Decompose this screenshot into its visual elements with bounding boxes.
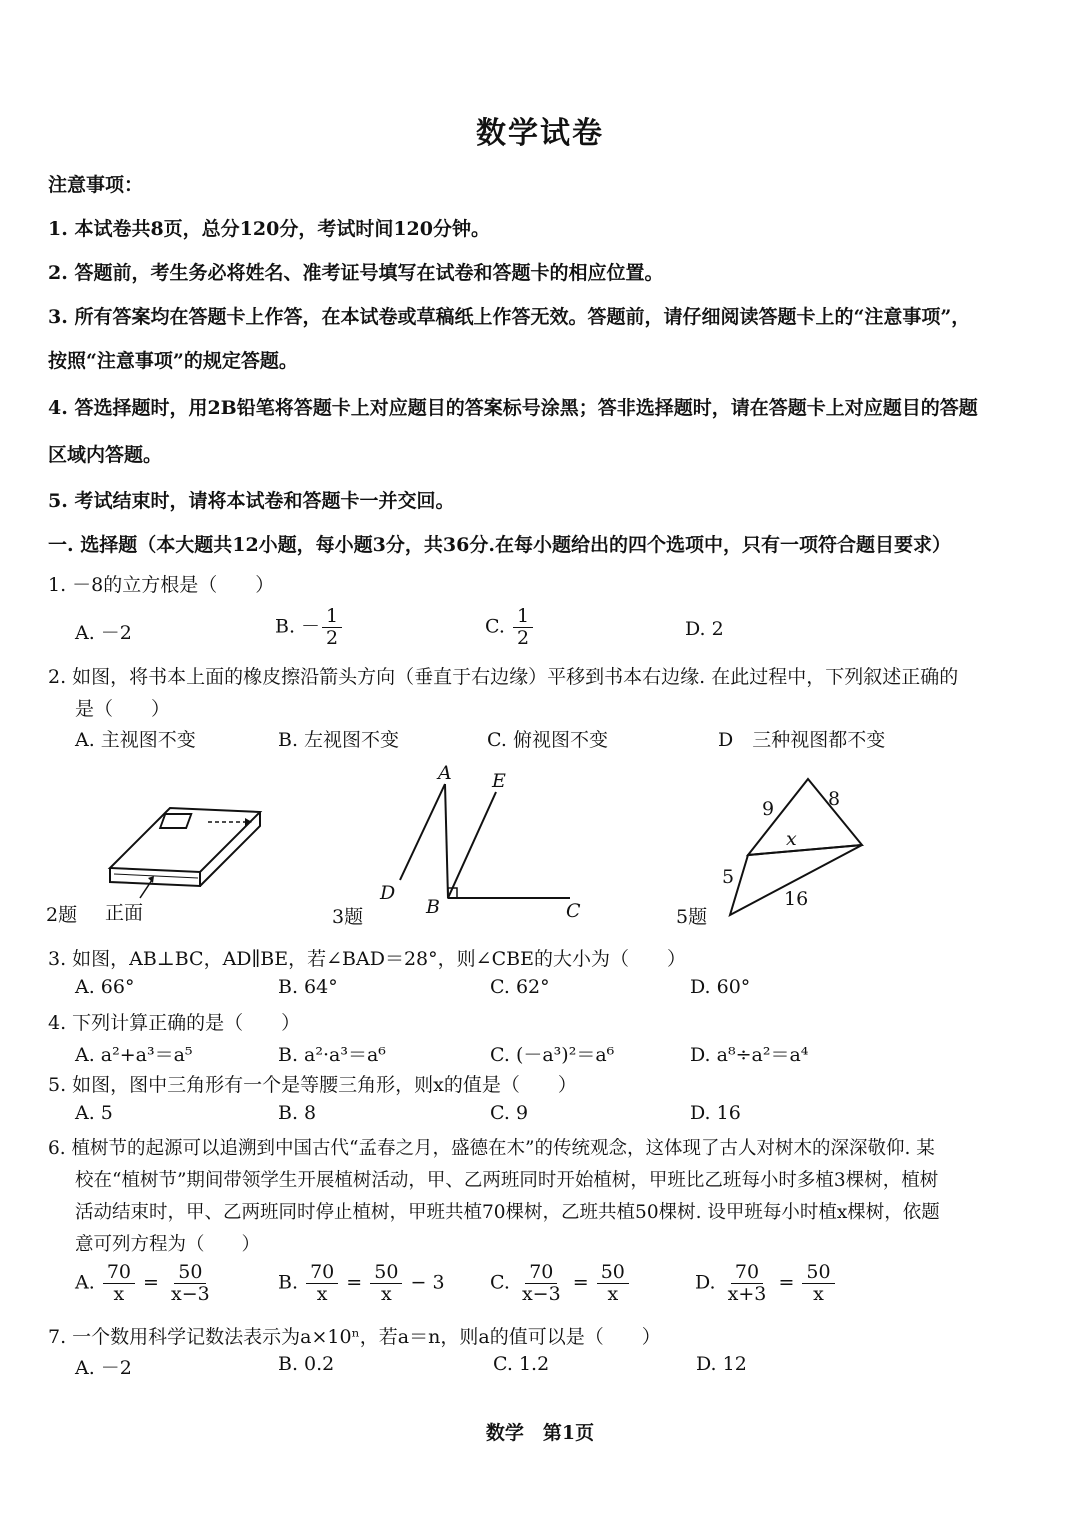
q6-option-c: [490, 1262, 631, 1305]
figure-3-point-a: A: [438, 762, 452, 784]
q6-option-a: [75, 1262, 216, 1305]
q6-option-d: [695, 1262, 837, 1305]
q3-option-a: A. 66°: [75, 976, 135, 998]
q6-option-b: [278, 1262, 445, 1305]
figure-5-label: 5题: [676, 906, 708, 928]
q6-b-left-den: x: [316, 1282, 328, 1305]
q4-option-d: D. a⁸÷a²＝a⁴: [690, 1044, 809, 1066]
q6-a-label: A.: [75, 1271, 95, 1294]
figure-5-side-5: 5: [722, 866, 735, 888]
q6-b-label: B.: [278, 1271, 299, 1294]
q2-option-c: C. 俯视图不变: [487, 729, 608, 751]
q6-c-left-fraction: [518, 1262, 565, 1305]
q6-c-label: C.: [490, 1271, 510, 1294]
notice-item-4: 4. 答选择题时，用2B铅笔将答题卡上对应题目的答案标号涂黑；答非选择题时，请在答题卡上对应题目的答题: [48, 397, 978, 419]
q6-d-left-fraction: [724, 1262, 771, 1305]
q6-b-left-fraction: [306, 1262, 338, 1305]
question-4-stem: 4. 下列计算正确的是（ ）: [48, 1012, 301, 1034]
notice-item-3: 3. 所有答案均在答题卡上作答，在本试卷或草稿纸上作答无效。答题前，请仔细阅读答题卡上的“注意事项”，: [48, 306, 971, 328]
q6-d-right-den: x: [813, 1282, 824, 1305]
q5-option-a: A. 5: [75, 1102, 113, 1124]
q6-b-right-den: x: [381, 1282, 392, 1305]
q4-option-b: B. a²·a³＝a⁶: [278, 1044, 386, 1066]
q1-option-c-prefix: C.: [485, 615, 511, 638]
figure-3-point-e: E: [492, 770, 506, 792]
q1-option-b-fraction: [322, 606, 342, 649]
q1-option-b-prefix: B. －: [275, 615, 321, 638]
question-6-stem-cont-3: 意可列方程为（ ）: [75, 1234, 261, 1255]
q6-b-right-fraction: [370, 1262, 402, 1305]
question-5-stem: 5. 如图，图中三角形有一个是等腰三角形，则x的值是（ ）: [48, 1074, 577, 1096]
figure-2-front-label: 正面: [105, 902, 144, 924]
q7-option-d: D. 12: [696, 1353, 747, 1375]
figure-2-book: [100, 790, 270, 900]
q6-a-left-num: 70: [103, 1262, 135, 1284]
q6-a-equals: =: [143, 1271, 159, 1294]
q2-option-d: D 三种视图都不变: [718, 729, 886, 751]
q1-option-c-fraction: [513, 606, 533, 649]
notice-heading: 注意事项：: [48, 174, 144, 196]
figure-2-label: 2题: [46, 904, 78, 926]
q6-a-right-num: 50: [174, 1262, 206, 1284]
q3-option-c: C. 62°: [490, 976, 550, 998]
question-1-stem: 1. －8的立方根是（ ）: [48, 574, 275, 596]
q4-option-c: C. (－a³)²＝a⁶: [490, 1044, 615, 1066]
figure-5-side-8: 8: [828, 788, 841, 810]
q6-c-left-den: x−3: [521, 1282, 561, 1305]
figure-3-point-c: C: [566, 900, 581, 922]
q6-b-right-num: 50: [370, 1262, 402, 1284]
notice-item-4-cont: 区域内答题。: [48, 444, 163, 466]
q6-a-left-den: x: [113, 1282, 125, 1305]
q4-option-a: A. a²+a³＝a⁵: [75, 1044, 193, 1066]
q6-d-label: D.: [695, 1271, 716, 1294]
q1-c-numerator: 1: [513, 606, 533, 628]
figure-5-side-x: x: [786, 828, 797, 850]
q6-a-right-fraction: [167, 1262, 214, 1305]
q1-option-c: [485, 606, 535, 649]
q6-d-left-num: 70: [731, 1262, 763, 1284]
q5-option-c: C. 9: [490, 1102, 529, 1124]
section-heading: 一. 选择题（本大题共12小题，每小题3分，共36分.在每小题给出的四个选项中，只有一项符合题目要求）: [48, 534, 951, 556]
q7-option-a: A. －2: [75, 1357, 132, 1379]
q6-d-left-den: x+3: [727, 1282, 767, 1305]
q6-c-right-fraction: [597, 1262, 629, 1305]
q6-c-left-num: 70: [525, 1262, 557, 1284]
q1-option-b: [275, 606, 344, 649]
q6-b-tail: − 3: [410, 1271, 445, 1294]
q6-a-left-fraction: [103, 1262, 135, 1305]
q5-option-d: D. 16: [690, 1102, 741, 1124]
question-6-stem: 6. 植树节的起源可以追溯到中国古代“孟春之月，盛德在木”的传统观念，这体现了古人对树木的深深敬仰. 某: [48, 1138, 935, 1159]
q2-option-a: A. 主视图不变: [75, 729, 196, 751]
page-title: 数学试卷: [476, 116, 604, 151]
q6-c-right-num: 50: [597, 1262, 629, 1284]
q1-b-denominator: 2: [326, 626, 339, 649]
question-2-stem-cont: 是（ ）: [75, 698, 171, 720]
q3-option-d: D. 60°: [690, 976, 751, 998]
question-6-stem-cont-1: 校在“植树节”期间带领学生开展植树活动，甲、乙两班同时开始植树，甲班比乙班每小时多植3棵树，植树: [75, 1170, 939, 1191]
figure-5-side-16: 16: [784, 888, 809, 910]
question-6-stem-cont-2: 活动结束时，甲、乙两班同时停止植树，甲班共植70棵树，乙班共植50棵树. 设甲班每小时植x棵树，依题: [75, 1202, 940, 1223]
figure-3-label: 3题: [332, 906, 364, 928]
q6-a-right-den: x−3: [171, 1282, 210, 1305]
question-3-stem: 3. 如图，AB⊥BC，AD∥BE，若∠BAD＝28°，则∠CBE的大小为（ ）: [48, 948, 686, 970]
q3-option-b: B. 64°: [278, 976, 338, 998]
figure-3-point-d: D: [380, 882, 396, 904]
q6-c-equals: =: [572, 1271, 589, 1294]
q5-option-b: B. 8: [278, 1102, 317, 1124]
question-2-stem: 2. 如图，将书本上面的橡皮擦沿箭头方向（垂直于右边缘）平移到书本右边缘. 在此过程中，下列叙述正确的: [48, 666, 959, 688]
q1-option-a: A. －2: [75, 622, 132, 644]
notice-item-2: 2. 答题前，考生务必将姓名、准考证号填写在试卷和答题卡的相应位置。: [48, 262, 664, 284]
page-footer: 数学 第1页: [485, 1422, 595, 1444]
q1-c-denominator: 2: [516, 626, 530, 649]
q7-option-b: B. 0.2: [278, 1353, 335, 1375]
notice-item-1: 1. 本试卷共8页，总分120分，考试时间120分钟。: [48, 218, 490, 240]
q6-d-right-fraction: [802, 1262, 834, 1305]
q6-b-equals: =: [346, 1271, 363, 1294]
notice-item-3-cont: 按照“注意事项”的规定答题。: [48, 350, 298, 372]
question-7-stem: 7. 一个数用科学记数法表示为a×10ⁿ，若a＝n，则a的值可以是（ ）: [48, 1326, 661, 1348]
figure-3-point-b: B: [426, 896, 440, 918]
q1-b-numerator: 1: [322, 606, 342, 628]
q2-option-b: B. 左视图不变: [278, 729, 400, 751]
q6-b-left-num: 70: [306, 1262, 338, 1284]
q1-option-d: D. 2: [685, 618, 724, 640]
figure-5-side-9: 9: [762, 798, 775, 820]
q6-d-right-num: 50: [802, 1262, 834, 1284]
q6-d-equals: =: [778, 1271, 795, 1294]
q7-option-c: C. 1.2: [493, 1353, 550, 1375]
figure-3-angles: [380, 780, 580, 905]
q6-c-right-den: x: [607, 1282, 619, 1305]
notice-item-5: 5. 考试结束时，请将本试卷和答题卡一并交回。: [48, 490, 455, 512]
